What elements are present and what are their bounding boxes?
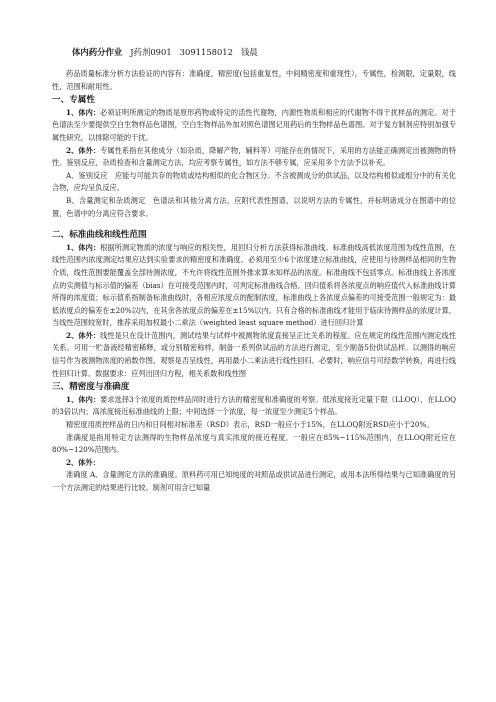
spacer	[52, 220, 456, 228]
title-name: 钱晨	[240, 47, 258, 57]
title-bold: 体内药分作业	[72, 47, 123, 57]
s3-accuracy-a-text: 含量测定方法的准确度。原料药可用已知纯度的对照品或供试品进行测定，或用本法所得结果与已知准确度的另一个方法测定的结果进行比较。制剂可用含已知量	[52, 470, 456, 492]
s2-in-vivo-paragraph	[52, 242, 456, 330]
s3-in-vitro-label: 2、体外：	[66, 457, 100, 467]
s1-a-paragraph	[52, 170, 456, 195]
s3-in-vivo-text: 要求选择3个浓度的质控样品同时进行方法的精密度和准确度的考察。低浓度接近定量下限（LLOQ），在LLOQ的3倍以内；高浓度接近标准曲线的上限；中间选择一个浓度，每一浓度至少测定5个样品。	[52, 394, 456, 417]
section-1-heading: 一、专属性	[52, 95, 95, 106]
s2-in-vivo-label: 1、体内：	[66, 242, 101, 252]
s1-b-label: B、含量测定和杂质测定	[66, 195, 146, 205]
s3-in-vivo-paragraph	[52, 394, 456, 419]
s3-in-vivo-label: 1、体内：	[66, 394, 101, 404]
s3-in-vitro-label-line	[52, 457, 456, 470]
s1-b-text: 色谱法和其他分离方法，应附代表性图谱，以说明方法的专属性，并标明诸成分在图谱中的位置，色谱中的分离应符合要求。	[52, 195, 456, 218]
s1-in-vivo-paragraph	[52, 107, 456, 145]
s3-accuracy-paragraph: 准确度是指用特定方法测得的生物样品浓度与真实浓度的接近程度，一般应在85%~115%范围内，在LLOQ附近应在80%~120%范围内。	[52, 432, 456, 455]
s2-in-vivo-text: 根据所测定物质的浓度与响应的相关性，用回归分析方法获得标准曲线。标准曲线高低浓度范围为线性范围，在线性范围内浓度测定结果应达到实验要求的精密度和准确度。必须用至少6个浓度建立标准曲线，应使用与待测样品相同的生物介质，线性范围要能覆盖全部待测浓度，不允许将线性范围外推求算未知样品的浓度。标准曲线不包括零点。标准曲线上各浓度点的实测值与标示值的偏差（bias）在可接受范围内时，可判定标准曲线合格。回归值系将各浓度点的响应值代入标准曲线计算所得的浓度值；标示值系指制备标准曲线时，各相应浓度点的配制浓度，标准曲线上各浓度点偏差的可接受范围一般规定为：最低浓度点的偏差在±20%以内，在其余各浓度点的偏差在±15%以内。只有合格的标准曲线才能用于临床待测样品的浓度计算，当线性范围较宽时，推荐采用加权最小二乘法（weighted least square method）进行回归计算	[52, 242, 456, 328]
section-3-heading: 三、精密度与准确度	[52, 382, 130, 393]
s2-in-vitro-paragraph	[52, 330, 456, 380]
s1-in-vitro-text: 专属性系指在其他成分（如杂质，降解产物，辅料等）可能存在的情况下，采用的方法能正确测定出被测物的特性。鉴别反应，杂质检查和含量测定方法，均应考察专属性，如方法不够专属，应采用多个方法予以补充。	[52, 145, 456, 168]
title-class: J药剂0901	[130, 47, 172, 57]
s1-in-vivo-label: 1、体内：	[66, 107, 101, 117]
s1-in-vitro-label: 2、体外：	[66, 145, 101, 155]
s3-accuracy-a-label: 准确度 A、	[66, 470, 103, 480]
s1-b-paragraph	[52, 195, 456, 220]
s2-in-vitro-text: 线性是只在设计范围内，测试结果与试样中被测物浓度直接呈正比关系的程度。应在规定的线性范围内测定线性关系。可用一贮备液经精密稀释，或分别精密称样，制备一系列供试品的方法进行测定，至少制备5份供试品样。以测得的响应信号作为被测物浓度的函数作图，观察是否呈线性，再用最小二乘法进行线性回归。必要时，响应信号可经数学转换，再进行线性回归计算。数据要求：应列出回归方程，相关系数和线性图	[52, 330, 456, 378]
s3-accuracy-a-paragraph	[52, 469, 456, 494]
s1-in-vitro-paragraph	[52, 145, 456, 170]
section-2-heading: 二、标准曲线和线性范围	[52, 230, 147, 241]
s2-in-vitro-label: 2、体外：	[66, 330, 101, 340]
s1-in-vivo-text: 必须证明所测定的物质是原形药物或特定的活性代谢物，内源性物质和相应的代谢物不得干扰样品的测定。对于色谱法至少要提供空白生物样品色谱图，空白生物样品外加对照色谱图记用药后的生物样品色谱图。对于复方制剂应特别加强专属性研究，以排除可能的干扰。	[52, 107, 456, 142]
title-id: 3091158012	[179, 47, 233, 57]
s1-a-text: 应能与可能共存的物质或结构相似的化合物区分。不含被测成分的供试品，以及结构相似或组分中的有关化合物，应均呈负反应。	[52, 170, 456, 193]
s3-precision-paragraph: 精密度用质控样品的日内和日间相对标准差（RSD）表示，RSD一般应小于15%，在LLOQ附近RSD应小于20%。	[66, 420, 434, 430]
intro-paragraph: 药品质量标准分析方法验证的内容有：准确度，精密度(包括重复性，中间精密度和重现性），专属性，检测限，定量限，线性，范围和耐用性。	[52, 69, 456, 91]
s1-a-label: A、鉴别反应	[66, 170, 108, 180]
document-title	[72, 46, 456, 58]
